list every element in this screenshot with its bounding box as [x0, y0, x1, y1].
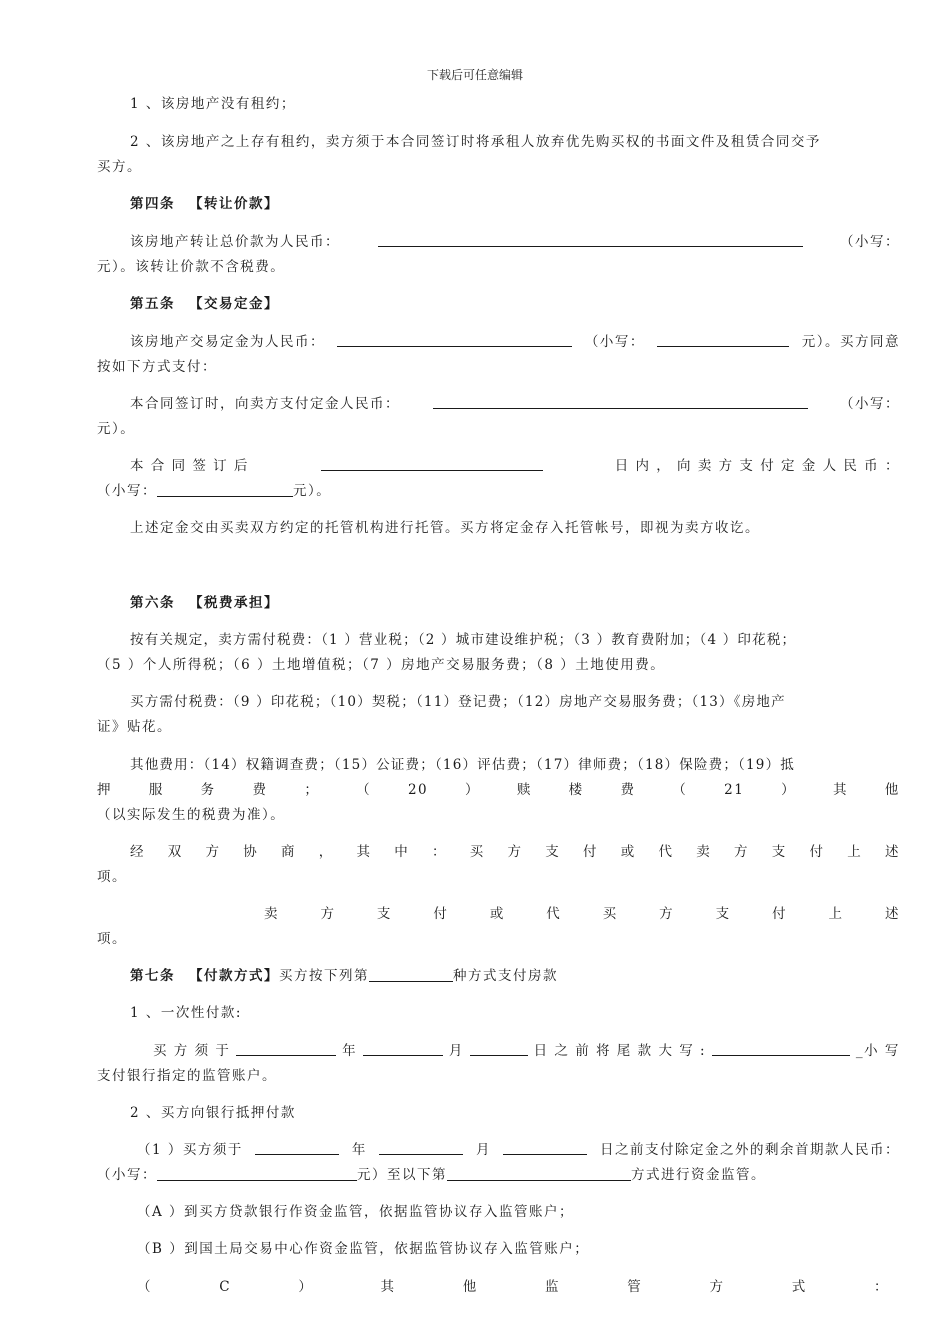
text-fragment: 务	[200, 782, 216, 798]
text-fragment: 楼	[568, 782, 584, 798]
text-fragment: 付	[433, 906, 449, 922]
total-price-blank	[378, 233, 803, 247]
text-fragment: 商	[281, 844, 296, 860]
article-6-line-9: 项。	[97, 869, 127, 885]
text-fragment: ）	[464, 782, 480, 798]
text-fragment: 21	[724, 782, 745, 798]
supervision-option-blank	[447, 1167, 631, 1181]
text-fragment: 费	[620, 782, 636, 798]
year-blank	[236, 1042, 336, 1056]
article-5-line-4: 元）。	[97, 421, 136, 437]
text-fragment: 方	[507, 844, 523, 860]
text-fragment: 日 内 ， 向 卖 方 支 付 定 金 人 民 币 ：	[614, 458, 900, 474]
article-7-heading	[130, 967, 900, 985]
article-7-line-9	[137, 1278, 889, 1296]
article-6-line-7: （以实际发生的税费为准）。	[97, 807, 286, 823]
day-blank	[470, 1042, 528, 1056]
article-6-heading	[130, 594, 900, 612]
text-fragment: 代	[658, 844, 674, 860]
text-fragment: 或	[620, 844, 636, 860]
text-fragment: 种方式支付房款	[453, 968, 558, 984]
article-number: 第六条	[130, 595, 175, 611]
article-6-line-3: 买方需付税费：（9 ）印花税；（10）契税；（11）登记费；（12）房地产交易服务费；（13）《房地产	[130, 694, 786, 710]
text-fragment: 该房地产转让总价款为人民币：	[130, 234, 340, 250]
text-fragment: （小写：	[584, 334, 645, 350]
text-fragment: 式	[791, 1279, 807, 1295]
article-4-line-1	[130, 233, 900, 251]
article-5-heading	[130, 295, 900, 313]
article-5-line-7: 上述定金交由买卖双方约定的托管机构进行托管。买方将定金存入托管帐号，即视为卖方收讫。	[130, 520, 760, 536]
text-fragment: 支	[715, 906, 731, 922]
text-fragment: 支	[545, 844, 561, 860]
article-6-line-4: 证》贴花。	[97, 719, 172, 735]
year-blank	[255, 1141, 339, 1155]
text-fragment: 上	[847, 844, 863, 860]
signing-deposit-blank	[433, 395, 808, 409]
month-blank	[363, 1042, 443, 1056]
text-fragment: ：	[432, 844, 447, 860]
text-fragment: 卖	[696, 844, 712, 860]
paragraph-2-line-1: 2 、该房地产之上存有租约，卖方须于本合同签订时将承租人放弃优先购买权的书面文件及租赁合同交予	[130, 134, 821, 150]
text-fragment: ，	[318, 844, 334, 860]
text-fragment: 日之前支付除定金之外的剩余首期款人民币：	[599, 1142, 900, 1158]
article-7-line-5	[137, 1141, 900, 1159]
deposit-small-blank	[657, 333, 789, 347]
text-fragment: （小写：	[97, 483, 157, 499]
small-amount-blank	[157, 483, 293, 497]
article-5-line-3	[130, 395, 900, 413]
paragraph-2-line-2: 买方。	[97, 159, 142, 175]
text-fragment: C	[219, 1279, 232, 1295]
article-7-line-3: 支付银行指定的监管账户。	[97, 1068, 277, 1084]
small-amount-blank	[157, 1167, 357, 1181]
text-fragment: 20	[407, 782, 429, 798]
text-fragment: 付	[583, 844, 598, 860]
article-5-line-2: 按如下方式支付：	[97, 359, 217, 375]
text-fragment: 代	[546, 906, 562, 922]
text-fragment: 买	[469, 844, 485, 860]
text-fragment: 其	[832, 782, 848, 798]
text-fragment: （小写：	[840, 396, 900, 412]
text-fragment: 服	[148, 782, 164, 798]
text-fragment: （	[672, 782, 688, 798]
text-fragment: ）	[781, 782, 797, 798]
article-6-line-11: 项。	[97, 931, 127, 947]
text-fragment: 大 写 :	[658, 1043, 707, 1059]
text-fragment: 经	[130, 844, 145, 860]
text-fragment: 管	[627, 1279, 643, 1295]
article-7-line-6	[97, 1166, 900, 1184]
capital-amount-blank	[712, 1042, 850, 1056]
article-7-line-1: 1 、一次性付款:	[130, 1005, 242, 1021]
article-5-line-5	[130, 457, 900, 475]
text-fragment: 监	[545, 1279, 561, 1295]
text-fragment: 支	[771, 844, 787, 860]
text-fragment: 方	[734, 844, 749, 860]
text-fragment: 支	[376, 906, 392, 922]
text-fragment: 他	[462, 1279, 478, 1295]
article-7-line-8: （B ）到国土局交易中心作资金监管，依据监管协议存入监管账户；	[137, 1241, 590, 1257]
text-fragment: 买 方 须 于	[153, 1043, 231, 1059]
article-4-heading	[130, 195, 900, 213]
text-fragment: 月	[475, 1142, 491, 1158]
article-title: 【税费承担】	[189, 595, 279, 611]
text-fragment: 方	[320, 906, 336, 922]
text-fragment: 卖	[264, 906, 279, 922]
article-7-line-4: 2 、买方向银行抵押付款	[130, 1105, 296, 1121]
text-fragment: 其	[356, 844, 372, 860]
text-fragment: 他	[884, 782, 900, 798]
article-6-line-2: （5 ）个人所得税；（6 ）土地增值税；（7 ）房地产交易服务费；（8 ）土地使用费。	[97, 657, 666, 673]
text-fragment: 协	[243, 844, 259, 860]
text-fragment: 费	[252, 782, 268, 798]
article-number: 第五条	[130, 296, 175, 312]
text-fragment: 方	[709, 1279, 725, 1295]
text-fragment: 元）至以下第	[357, 1167, 447, 1183]
text-fragment: 买	[602, 906, 618, 922]
day-blank	[503, 1141, 587, 1155]
article-4-line-2: 元）。该转让价款不含税费。	[97, 259, 286, 275]
text-fragment: 年	[351, 1142, 367, 1158]
text-fragment: ；	[304, 782, 320, 798]
article-5-line-1	[130, 333, 900, 351]
text-fragment: 双	[167, 844, 183, 860]
paragraph-1: 1 、该房地产没有租约；	[130, 96, 296, 112]
article-title: 【付款方式】	[189, 968, 279, 984]
text-fragment: 本合同签订时，向卖方支付定金人民币：	[130, 396, 400, 412]
article-6-line-5: 其他费用：（14）权籍调查费；（15）公证费；（16）评估费；（17）律师费；（18）保险费；（19）抵	[130, 757, 795, 773]
text-fragment: ：	[873, 1279, 889, 1295]
text-fragment: 年	[342, 1043, 358, 1059]
text-fragment: （	[356, 782, 372, 798]
article-6-line-6	[97, 781, 900, 799]
article-7-line-2	[153, 1042, 900, 1060]
page-header: 下载后可任意编辑	[426, 68, 523, 82]
text-fragment: 押	[97, 782, 112, 798]
text-fragment: （	[137, 1279, 152, 1295]
text-fragment: 本 合 同 签 订 后	[130, 458, 249, 474]
text-fragment: 方	[205, 844, 221, 860]
text-fragment: 方式进行资金监管。	[631, 1167, 766, 1183]
text-fragment: （小写：	[97, 1167, 157, 1183]
text-fragment: 上	[828, 906, 844, 922]
article-number: 第七条	[130, 968, 175, 984]
article-title: 【交易定金】	[189, 296, 279, 312]
days-blank	[321, 457, 543, 471]
article-6-line-8	[130, 843, 900, 861]
text-fragment: 日 之 前 将 尾 款	[533, 1043, 653, 1059]
text-fragment: 或	[489, 906, 505, 922]
text-fragment: 月	[448, 1043, 464, 1059]
article-7-line-7: （A ）到买方贷款银行作资金监管，依据监管协议存入监管账户；	[137, 1204, 575, 1220]
text-fragment: 中	[394, 844, 410, 860]
text-fragment: 述	[884, 906, 900, 922]
text-fragment: （1 ）买方须于	[137, 1142, 243, 1158]
text-fragment: 付	[772, 906, 788, 922]
text-fragment: 述	[885, 844, 900, 860]
text-fragment: ）	[298, 1279, 314, 1295]
text-fragment: 元）。	[293, 483, 332, 499]
article-6-line-1: 按有关规定，卖方需付税费：（1 ）营业税；（2 ）城市建设维护税；（3 ）教育费附加；（4 ）印花税；	[130, 632, 797, 648]
article-5-line-6	[97, 482, 900, 500]
text-fragment: 方	[659, 906, 675, 922]
text-fragment: 该房地产交易定金为人民币：	[130, 334, 325, 350]
text-fragment: _小 写	[855, 1043, 900, 1059]
article-6-line-10	[264, 905, 900, 923]
text-fragment: 赎	[516, 782, 532, 798]
month-blank	[379, 1141, 463, 1155]
text-fragment: （小写：	[840, 234, 900, 250]
text-fragment: 元）。买方同意	[801, 334, 900, 350]
article-title: 【转让价款】	[189, 196, 279, 212]
text-fragment: 其	[380, 1279, 396, 1295]
text-fragment: 付	[809, 844, 825, 860]
payment-method-blank	[369, 968, 453, 982]
text-fragment: 买方按下列第	[279, 968, 369, 984]
deposit-amount-blank	[337, 333, 572, 347]
article-number: 第四条	[130, 196, 175, 212]
